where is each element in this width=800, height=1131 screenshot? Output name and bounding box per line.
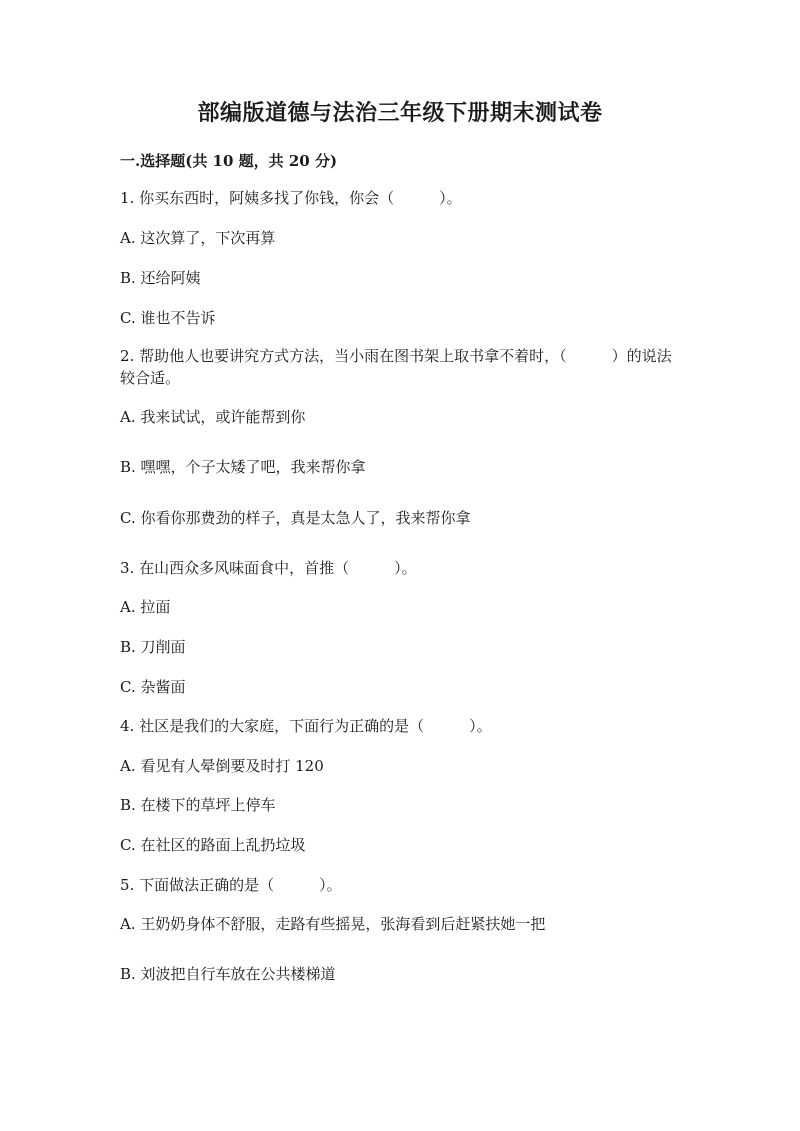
question-3-option-a: A. 拉面 [120, 598, 171, 616]
question-1-stem: 1. 你买东西时，阿姨多找了你钱，你会（ ）。 [120, 189, 462, 207]
question-4-option-a: A. 看见有人晕倒要及时打 120 [120, 757, 324, 775]
question-3-option-c: C. 杂酱面 [120, 678, 186, 696]
question-1-option-b: B. 还给阿姨 [120, 269, 201, 287]
question-2-option-b: B. 嘿嘿，个子太矮了吧，我来帮你拿 [120, 458, 366, 476]
question-3-option-b: B. 刀削面 [120, 638, 186, 656]
question-4-option-b: B. 在楼下的草坪上停车 [120, 796, 276, 814]
question-2-stem: 2. 帮助他人也要讲究方式方法，当小雨在图书架上取书拿不着时，（ ）的说法较合适。 [120, 347, 672, 387]
exam-title: 部编版道德与法治三年级下册期末测试卷 [197, 100, 603, 126]
question-5-stem: 5. 下面做法正确的是（ ）。 [120, 876, 342, 894]
section-header: 一.选择题(共 10 题，共 20 分) [120, 152, 338, 170]
question-1-option-c: C. 谁也不告诉 [120, 309, 216, 327]
question-5-option-a: A. 王奶奶身体不舒服，走路有些摇晃，张海看到后赶紧扶她一把 [120, 915, 546, 933]
question-2-option-a: A. 我来试试，或许能帮到你 [120, 408, 306, 426]
question-3-stem: 3. 在山西众多风味面食中，首推（ ）。 [120, 559, 417, 577]
question-4-option-c: C. 在社区的路面上乱扔垃圾 [120, 836, 306, 854]
question-4-stem: 4. 社区是我们的大家庭，下面行为正确的是（ ）。 [120, 717, 492, 735]
question-1-option-a: A. 这次算了，下次再算 [120, 229, 276, 247]
question-5-option-b: B. 刘波把自行车放在公共楼梯道 [120, 965, 336, 983]
question-2-option-c: C. 你看你那费劲的样子，真是太急人了，我来帮你拿 [120, 509, 471, 527]
